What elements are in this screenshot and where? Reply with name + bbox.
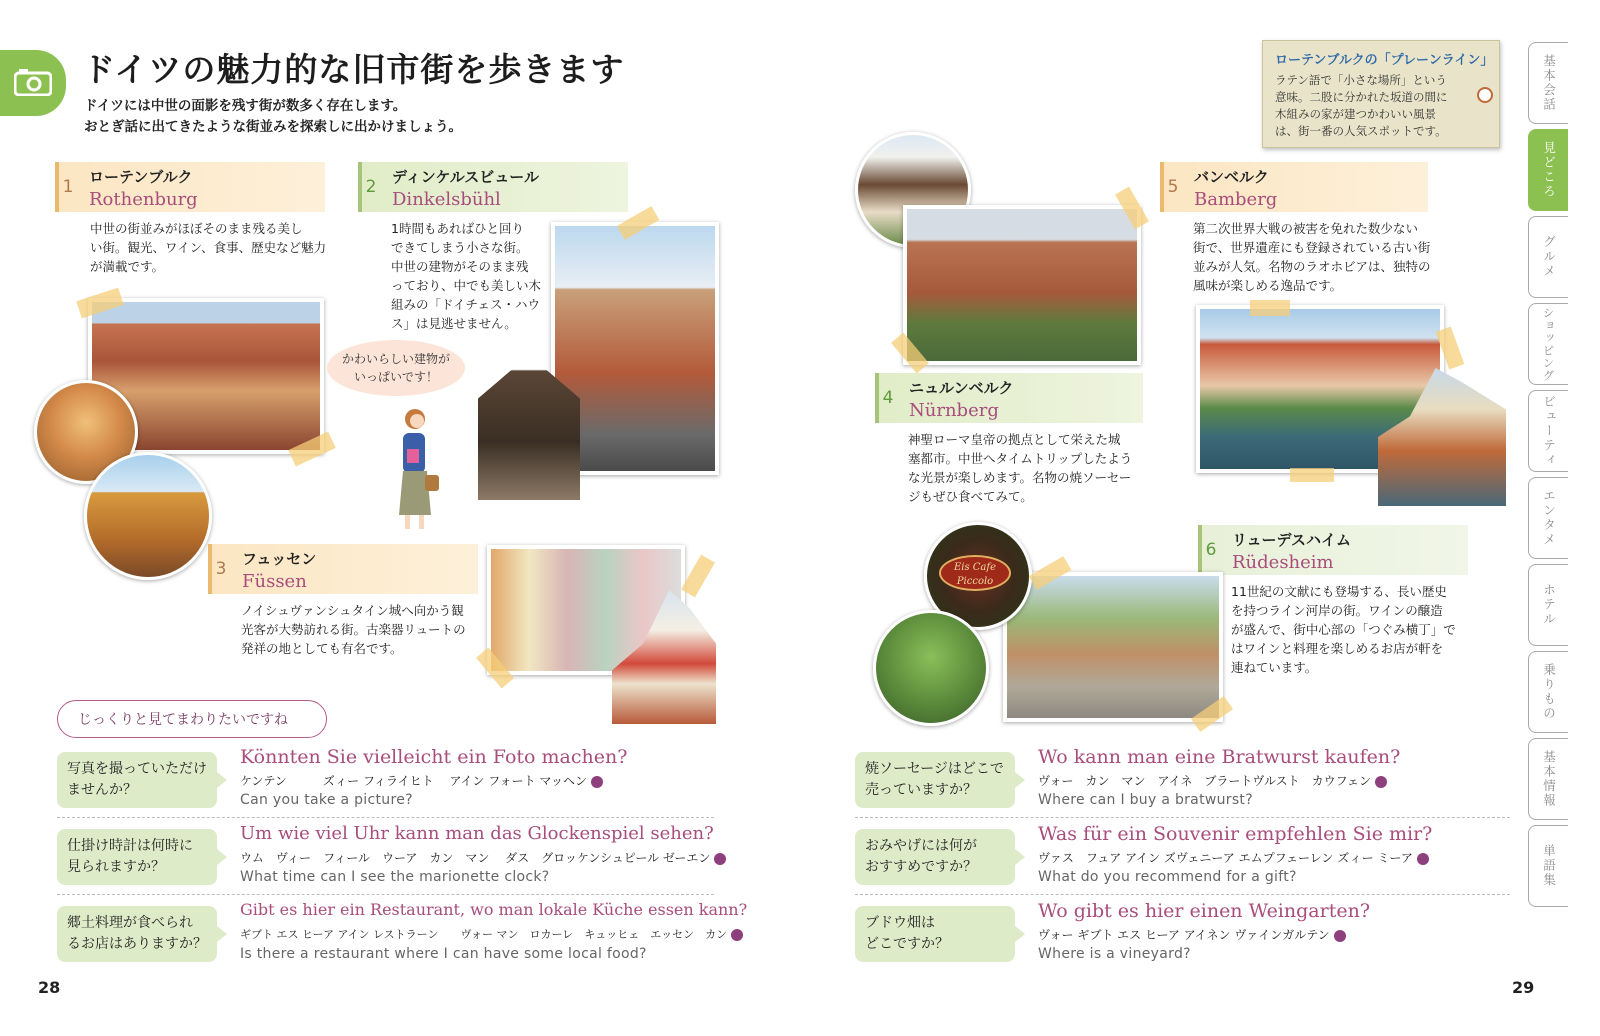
note-tag — [1262, 40, 1500, 148]
town-number: 2 — [365, 177, 377, 197]
photo-timber-house — [84, 452, 212, 580]
town-number: 3 — [215, 559, 227, 579]
divider — [855, 817, 1510, 818]
note-tag-body: ラテン語で「小さな場所」という 意味。二股に分かれた坂道の間に 木組みの家が建つかわいい風景 は、街一番の人気スポットです。 — [1275, 73, 1448, 138]
note-tag-title: ローテンブルクの「プレーンライン」 — [1275, 53, 1494, 68]
phrase-de: Wo gibt es hier einen Weingarten? — [1038, 900, 1370, 922]
page-number-left: 28 — [38, 978, 61, 997]
tape-decoration — [681, 555, 715, 598]
side-tab-basic-info[interactable]: 基本情報 — [1528, 738, 1568, 820]
tape-decoration — [1250, 300, 1290, 316]
photo-nurnberg-panorama — [903, 205, 1141, 365]
town-number: 6 — [1205, 540, 1217, 560]
town-name-de: Rothenburg — [89, 189, 198, 210]
phrase-de: Gibt es hier ein Restaurant, wo man lokale Küche essen kann? — [240, 900, 748, 919]
town-name-ja: リューデスハイム — [1232, 531, 1351, 549]
lead-line-1: ドイツには中世の面影を残す街が数多く存在します。 — [84, 98, 407, 114]
town-name-ja: ローテンブルク — [89, 168, 193, 186]
town-header-bamberg — [1160, 162, 1428, 212]
phrase-kana: ウム ヴィー フィール ウーア カン マン ダス グロッケンシュピール ゼーエン — [240, 849, 726, 866]
audio-icon[interactable] — [1334, 930, 1346, 942]
phrase-kana: ヴァス フュア アイン ズヴェニーア エムプフェーレン ズィー ミーア — [1038, 849, 1429, 866]
lead-line-2: おとぎ話に出てきたような街並みを探索しに出かけましょう。 — [84, 119, 462, 135]
town-name-ja: バンベルク — [1194, 168, 1269, 186]
side-tab-gourmet[interactable]: グルメ — [1528, 216, 1568, 298]
side-tab-basic-conversation[interactable]: 基本会話 — [1528, 42, 1568, 124]
audio-icon[interactable] — [1417, 853, 1429, 865]
phrase-de: Um wie viel Uhr kann man das Glockenspiel sehen? — [240, 823, 714, 844]
photo-rudesheim-garden — [873, 610, 989, 726]
speech-bubble: かわいらしい建物が いっぱいです！ — [327, 340, 465, 396]
side-tab-transport[interactable]: 乗りもの — [1528, 651, 1568, 733]
phrase-kana: ケンテン ズィー フィライヒト アイン フォート マッヘン — [240, 772, 603, 789]
woman-illustration-icon — [385, 405, 445, 535]
phrase-kana: ヴォー ギブト エス ヒーア アイネン ヴァインガルテン — [1038, 926, 1346, 943]
divider — [855, 894, 1510, 895]
phrase-kana: ギブト エス ヒーア アイン レストラーン ヴォー マン ロカーレ キュッヒェ エッセン カン — [240, 926, 743, 942]
divider — [57, 894, 714, 895]
audio-icon[interactable] — [1375, 776, 1387, 788]
town-number: 5 — [1167, 177, 1179, 197]
photo-rudesheim-lane — [1003, 572, 1223, 722]
town-name-de: Dinkelsbühl — [392, 189, 501, 210]
town-desc-fussen: ノイシュヴァンシュタイン城へ向かう観 光客が大勢訪れる街。古楽器リュートの 発祥の地としても有名です。 — [241, 603, 466, 656]
camera-icon — [14, 68, 52, 96]
town-header-rudesheim — [1198, 525, 1468, 575]
phrase-en: Where is a vineyard? — [1038, 946, 1191, 962]
town-number: 1 — [62, 177, 74, 197]
cafe-sign: Eis Cafe Piccolo — [939, 555, 1011, 591]
side-tab-vocabulary[interactable]: 単語集 — [1528, 825, 1568, 907]
town-desc-rothenburg: 中世の街並みがほぼそのまま残る美し い街。観光、ワイン、食事、歴史など魅力 が満載です。 — [90, 221, 327, 274]
page-title: ドイツの魅力的な旧市街を歩きます — [82, 50, 625, 89]
town-header-nurnberg — [875, 373, 1143, 423]
side-tab-hotel[interactable]: ホテル — [1528, 564, 1568, 646]
town-name-de: Füssen — [242, 571, 307, 592]
divider — [57, 817, 714, 818]
town-desc-rudesheim: 11世紀の文献にも登場する、長い歴史 を持つライン河岸の街。ワインの醸造 が盛んで、街中心部の「つぐみ横丁」で はワインと料理を楽しめるお店が軒を 連ねています。 — [1231, 584, 1456, 675]
town-name-de: Rüdesheim — [1232, 552, 1334, 573]
town-number: 4 — [882, 388, 894, 408]
audio-icon[interactable] — [731, 929, 743, 941]
phrase-ja-box: 写真を撮っていただけ ませんか？ — [57, 752, 217, 808]
section-camera-tab — [0, 50, 66, 116]
town-desc-nurnberg: 神聖ローマ皇帝の拠点として栄えた城 塞都市。中世へタイムトリップしたよう な光景が楽しめます。名物の焼ソーセー ジもぜひ食べてみて。 — [908, 432, 1133, 504]
phrase-de: Was für ein Souvenir empfehlen Sie mir? — [1038, 823, 1433, 845]
town-header-dinkelsbuhl — [358, 162, 628, 212]
phrase-en: What time can I see the marionette clock? — [240, 869, 550, 885]
phrase-en: Where can I buy a bratwurst? — [1038, 792, 1253, 808]
town-name-de: Nürnberg — [909, 400, 999, 421]
phrase-ja-box: 仕掛け時計は何時に 見られますか？ — [57, 829, 217, 885]
phrase-en: What do you recommend for a gift? — [1038, 869, 1297, 885]
side-tab-shopping[interactable]: ショッピング — [1528, 303, 1568, 385]
town-header-rothenburg — [55, 162, 325, 212]
phrase-en: Can you take a picture? — [240, 792, 413, 808]
phrases-tab: じっくりと見てまわりたいですね — [57, 700, 327, 738]
phrase-ja-box: ブドウ畑は どこですか？ — [855, 906, 1015, 962]
phrase-de: Könnten Sie vielleicht ein Foto machen? — [240, 746, 628, 768]
phrase-kana: ヴォー カン マン アイネ ブラートヴルスト カウフェン — [1038, 772, 1387, 789]
town-name-de: Bamberg — [1194, 189, 1278, 210]
tape-decoration — [1290, 468, 1334, 482]
phrase-de: Wo kann man eine Bratwurst kaufen? — [1038, 746, 1401, 768]
town-name-ja: フュッセン — [242, 550, 317, 568]
town-header-fussen — [208, 544, 478, 594]
side-tab-entertainment[interactable]: エンタメ — [1528, 477, 1568, 559]
audio-icon[interactable] — [714, 853, 726, 865]
phrase-ja-box: おみやげには何が おすすめですか？ — [855, 829, 1015, 885]
tag-eyelet-icon — [1475, 85, 1495, 105]
audio-icon[interactable] — [591, 776, 603, 788]
town-desc-dinkelsbuhl: 1時間もあればひと回り できてしまう小さな街。 中世の建物がそのまま残 っており、中でも美しい木 組みの「ドイチェス・ハウ ス」は見逃せません。 — [391, 221, 542, 331]
phrase-ja-box: 郷土料理が食べられ るお店はありますか？ — [57, 906, 217, 962]
town-desc-bamberg: 第二次世界大戦の被害を免れた数少ない 街で、世界遺産にも登録されている古い街 並みが人気。名物のラオホビアは、独特の 風味が楽しめる逸品です。 — [1193, 221, 1431, 293]
side-tab-beauty[interactable]: ビューティ — [1528, 390, 1568, 472]
phrase-en: Is there a restaurant where I can have some local food? — [240, 946, 647, 962]
town-name-ja: ニュルンベルク — [909, 379, 1014, 397]
side-tab-sightseeing[interactable]: 見どころ — [1528, 129, 1568, 211]
page-number-right: 29 — [1512, 978, 1535, 997]
phrase-ja-box: 焼ソーセージはどこで 売っていますか？ — [855, 752, 1015, 808]
town-name-ja: ディンケルスビュール — [392, 168, 540, 186]
